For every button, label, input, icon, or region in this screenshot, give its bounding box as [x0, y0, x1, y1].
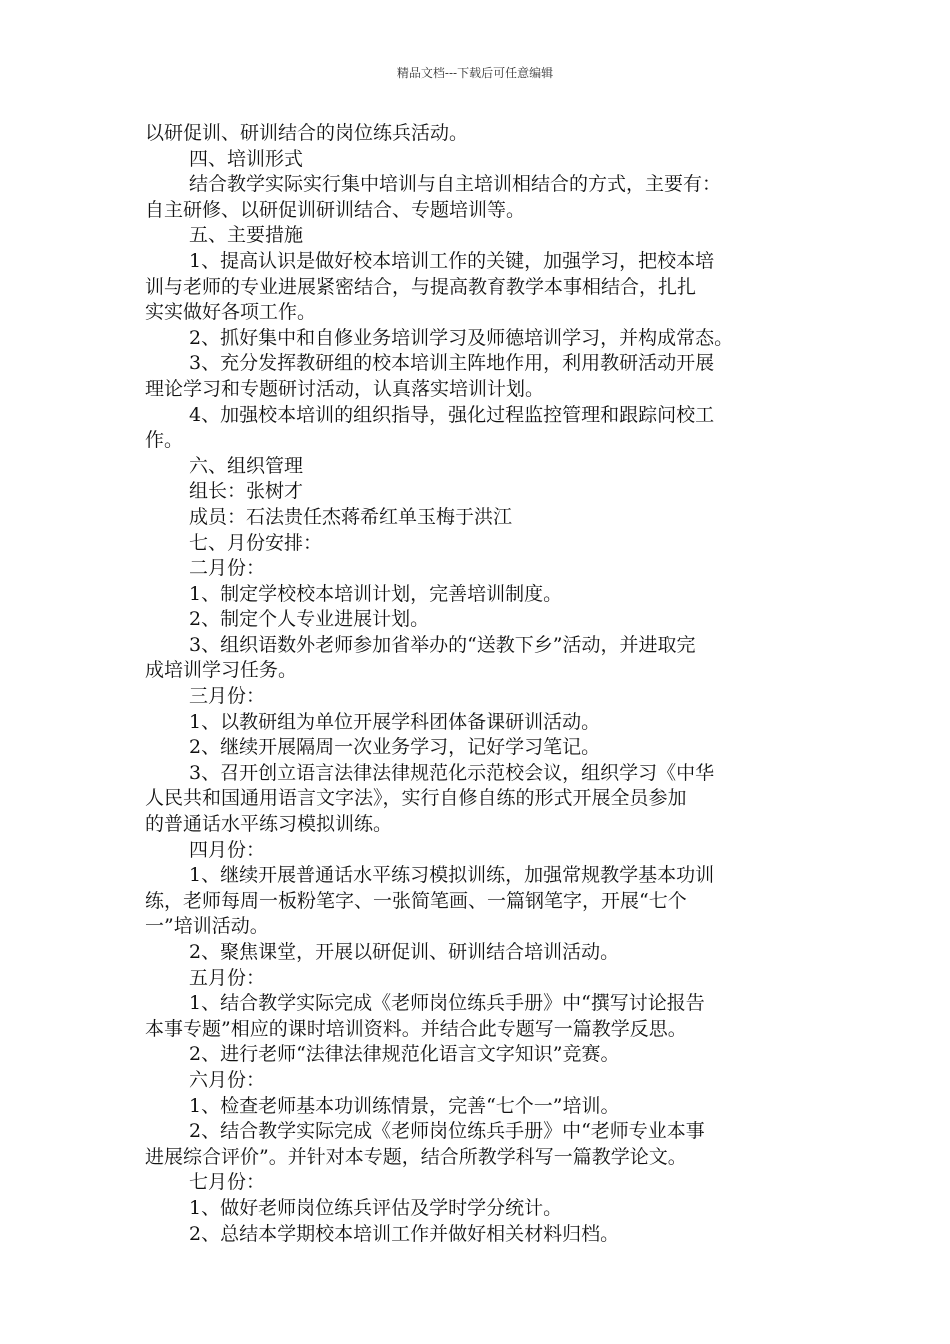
- text-line: 作。: [145, 429, 184, 452]
- text-line: 三月份：: [189, 685, 266, 708]
- text-line: 1、提高认识是做好校本培训工作的关键，加强学习，把校本培: [189, 249, 715, 272]
- text-line: 本事专题”相应的课时培训资料。并结合此专题写一篇教学反思。: [145, 1017, 687, 1040]
- text-line: 理论学习和专题研讨活动，认真落实培训计划。: [145, 377, 545, 400]
- text-line: 1、做好老师岗位练兵评估及学时学分统计。: [189, 1196, 563, 1219]
- text-line: 1、以教研组为单位开展学科团体备课研训活动。: [189, 710, 601, 733]
- text-line: 1、制定学校校本培训计划，完善培训制度。: [189, 582, 563, 605]
- text-line: 实实做好各项工作。: [145, 301, 317, 324]
- text-line: 4、加强校本培训的组织指导，强化过程监控管理和跟踪问校工: [189, 403, 715, 426]
- text-line: 二月份：: [189, 557, 266, 580]
- text-line: 四月份：: [189, 838, 266, 861]
- text-line: 结合教学实际实行集中培训与自主培训相结合的方式，主要有：: [189, 173, 722, 196]
- document-body: [145, 121, 811, 1247]
- text-line: 1、结合教学实际完成《老师岗位练兵手册》中“撰写讨论报告: [189, 992, 705, 1015]
- text-line: 七月份：: [189, 1171, 266, 1194]
- text-line: 2、进行老师“法律法律规范化语言文字知识”竞赛。: [189, 1043, 620, 1066]
- text-line: 2、总结本学期校本培训工作并做好相关材料归档。: [189, 1222, 620, 1245]
- text-line: 成培训学习任务。: [145, 659, 298, 682]
- text-line: 2、抓好集中和自修业务培训学习及师德培训学习，并构成常态。: [189, 326, 734, 349]
- text-line: 七、月份安排：: [189, 531, 323, 554]
- text-line: 的普通话水平练习模拟训练。: [145, 813, 393, 836]
- text-line: 人民共和国通用语言文字法》，实行自修自练的形式开展全员参加: [145, 787, 687, 810]
- text-line: 练，老师每周一板粉笔字、一张简笔画、一篇钢笔字，开展“七个: [145, 889, 687, 912]
- text-line: 1、检查老师基本功训练情景，完善“七个一”培训。: [189, 1094, 620, 1117]
- text-line: 组长：张树才: [189, 480, 304, 503]
- text-line: 训与老师的专业进展紧密结合，与提高教育教学本事相结合，扎扎: [145, 275, 697, 298]
- text-line: 成员：石法贵任杰蒋希红单玉梅于洪江: [189, 505, 513, 528]
- text-line: 2、聚焦课堂，开展以研促训、研训结合培训活动。: [189, 941, 620, 963]
- text-line: 2、继续开展隔周一次业务学习，记好学习笔记。: [189, 736, 601, 759]
- text-line: 3、召开创立语言法律法律规范化示范校会议，组织学习《中华: [189, 761, 715, 784]
- text-line: 六月份：: [189, 1068, 266, 1091]
- text-line: 以研促训、研训结合的岗位练兵活动。: [145, 122, 469, 144]
- text-line: 1、继续开展普通话水平练习模拟训练，加强常规教学基本功训: [189, 864, 715, 887]
- text-line: 一”培训活动。: [145, 915, 269, 938]
- text-line: 2、结合教学实际完成《老师岗位练兵手册》中“老师专业本事: [189, 1120, 705, 1143]
- text-line: 自主研修、以研促训研训结合、专题培训等。: [145, 198, 526, 221]
- text-line: 六、组织管理: [189, 454, 304, 477]
- text-line: 3、组织语数外老师参加省举办的“送教下乡”活动，并进取完: [189, 633, 696, 656]
- text-line: 五月份：: [189, 966, 266, 989]
- text-line: 进展综合评价”。并针对本专题，结合所教学科写一篇教学论文。: [145, 1145, 687, 1168]
- page-header: 精品文档---下载后可任意编辑: [396, 66, 554, 80]
- text-line: 3、充分发挥教研组的校本培训主阵地作用，利用教研活动开展: [189, 352, 715, 375]
- text-line: 2、制定个人专业进展计划。: [189, 608, 430, 631]
- text-line: 四、培训形式: [189, 147, 304, 170]
- text-line: 五、主要措施: [189, 224, 304, 247]
